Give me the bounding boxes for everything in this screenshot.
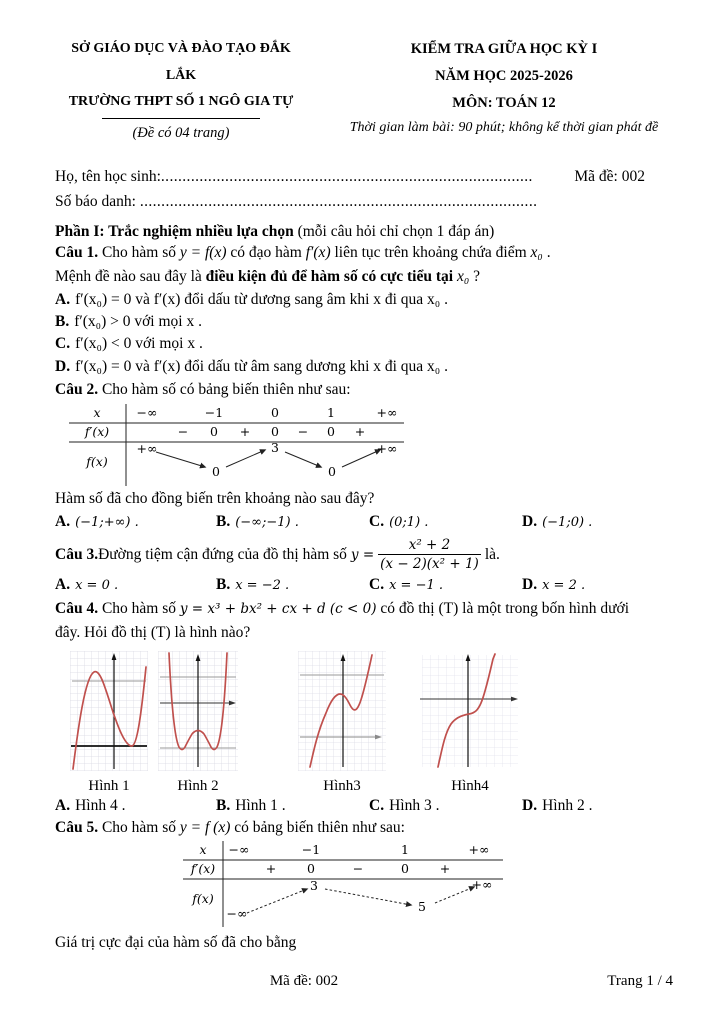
- figure-hinh-3-graph: [298, 651, 386, 771]
- option-key: C.: [369, 576, 385, 594]
- question-4-text: [55, 599, 673, 620]
- q3-option-a: [55, 576, 216, 594]
- q2-text: Cho hàm số có bảng biến thiên như sau:: [98, 380, 351, 398]
- question-4-label: Câu 4.: [55, 600, 99, 618]
- q1-option-d: [55, 357, 673, 378]
- fraction-numerator: x² + 2: [378, 537, 481, 555]
- page-count-note: (Đề có 04 trang): [132, 124, 230, 141]
- q3-formula-lead: y =: [350, 546, 375, 563]
- q1-option-c: [55, 334, 673, 355]
- f-value: 3: [310, 878, 318, 894]
- q5-variation-table: [183, 841, 503, 927]
- q1-math: x₀: [453, 267, 470, 285]
- q4-option-b: [216, 797, 369, 815]
- part1-subtitle: (mỗi câu hỏi chỉ chọn 1 đáp án): [293, 222, 495, 240]
- question-1-label: Câu 1.: [55, 244, 99, 262]
- question-3-label: Câu 3.: [55, 545, 99, 563]
- x-value: 0: [271, 404, 279, 420]
- student-id-dotted-line: .............................................................................................: [139, 192, 538, 210]
- q5-math: y = f (x): [179, 818, 231, 836]
- question-4-text2: đây. Hỏi đồ thị (T) là hình nào?: [55, 623, 251, 641]
- q1-bold-condition: điều kiện đủ để hàm số có cực tiểu tại: [205, 267, 454, 285]
- fraction-denominator: (x − 2)(x² + 1): [380, 556, 479, 573]
- figure-hinh-3: [298, 651, 386, 795]
- sign: 0: [327, 423, 335, 439]
- option-text: f′(x₀) = 0 và f′(x) đổi dấu từ âm sang dương khi x đi qua x₀ .: [75, 357, 448, 375]
- option-key: B.: [216, 797, 231, 815]
- q4-option-c: [369, 797, 522, 815]
- sign: −: [177, 423, 189, 439]
- option-key: D.: [55, 357, 71, 375]
- sign: +: [354, 423, 366, 439]
- f-value: +∞: [376, 440, 398, 456]
- sign: 0: [307, 861, 315, 877]
- figure-hinh-4: [414, 651, 526, 795]
- option-value: Hình 2 .: [542, 797, 593, 815]
- footer-exam-code: Mã đề: 002: [269, 973, 339, 989]
- q3-text: là.: [484, 545, 500, 563]
- q1-text: ?: [469, 267, 480, 285]
- x-value: −1: [301, 842, 321, 858]
- student-name-label: Họ, tên học sinh:: [55, 167, 161, 185]
- q1-math: x₀: [530, 244, 543, 262]
- x-value: 1: [327, 404, 335, 420]
- exam-code: Mã đề: 002: [574, 167, 645, 185]
- part1-heading: [55, 223, 673, 241]
- sign: +: [265, 861, 277, 877]
- figure-hinh-2-graph: [158, 651, 238, 771]
- option-value: x = −1 .: [389, 578, 443, 594]
- q3-fraction: [378, 537, 481, 572]
- figure-hinh-1: [70, 651, 148, 795]
- header-right-block: [335, 36, 673, 142]
- question-2-label: Câu 2.: [55, 380, 99, 398]
- option-value: x = −2 .: [235, 578, 290, 594]
- q4-figures: [70, 651, 673, 795]
- q2-option-a: [55, 513, 216, 531]
- option-key: B.: [216, 576, 231, 594]
- option-value: (−∞;−1) .: [235, 515, 299, 531]
- x-value: −∞: [228, 842, 250, 858]
- q3-option-c: [369, 576, 522, 594]
- subject: MÔN: TOÁN 12: [452, 94, 556, 111]
- option-value: (−1;0) .: [542, 515, 593, 531]
- q4-option-a: [55, 797, 216, 815]
- figure-hinh-2: [158, 651, 238, 795]
- part1-title: Phần I: Trắc nghiệm nhiều lựa chọn: [55, 222, 294, 240]
- q4-options: [55, 797, 673, 815]
- f-value: +∞: [471, 877, 493, 893]
- document-header: [55, 36, 673, 142]
- f-value: −∞: [226, 906, 248, 922]
- option-value: x = 2 .: [542, 578, 586, 594]
- x-value: 1: [401, 842, 409, 858]
- q1-text: có đạo hàm: [226, 244, 306, 262]
- footer-page-number: Trang 1 / 4: [607, 973, 673, 989]
- question-3-text: [55, 537, 673, 572]
- option-value: x = 0 .: [75, 578, 119, 594]
- row-label-fprime: f′(x): [190, 861, 216, 877]
- duration-note: Thời gian làm bài: 90 phút; không kể thời gian phát đề: [349, 120, 659, 136]
- f-value: 5: [418, 899, 426, 915]
- question-2-text: [55, 380, 673, 401]
- q4-text: Cho hàm số: [98, 600, 180, 618]
- q1-math: f′(x): [305, 244, 331, 262]
- x-value: −1: [204, 404, 224, 420]
- row-label-f: f(x): [86, 453, 108, 469]
- row-label-x: x: [199, 842, 207, 858]
- q4-text: có đồ thị (T) là một trong bốn hình dưới: [376, 600, 629, 618]
- figure-label: Hình 2: [177, 778, 219, 795]
- f-value: +∞: [136, 440, 158, 456]
- figure-label: Hình4: [451, 778, 489, 795]
- student-id-label: Số báo danh:: [55, 192, 140, 210]
- sign: −: [297, 423, 309, 439]
- q2-option-c: [369, 513, 522, 531]
- q3-option-b: [216, 576, 369, 594]
- sign: +: [439, 861, 451, 877]
- figure-label: Hình3: [323, 778, 361, 795]
- option-value: (0;1) .: [389, 515, 429, 531]
- option-key: B.: [216, 513, 231, 531]
- option-key: D.: [522, 513, 538, 531]
- department-name: SỞ GIÁO DỤC VÀ ĐÀO TẠO ĐẮK LẮK: [71, 41, 291, 83]
- q1-text: Mệnh đề nào sau đây là: [55, 267, 206, 285]
- q2-variation-table: [69, 404, 404, 486]
- option-key: C.: [369, 797, 385, 815]
- option-text: f′(x₀) = 0 và f′(x) đổi dấu từ dương sang âm khi x đi qua x₀ .: [75, 290, 448, 308]
- option-value: Hình 4 .: [75, 797, 126, 815]
- question-5-text: [55, 818, 673, 839]
- q1-text: liên tục trên khoảng chứa điểm: [330, 244, 531, 262]
- q1-math: y = f(x): [179, 244, 227, 262]
- school-year: NĂM HỌC 2025-2026: [435, 67, 573, 84]
- question-2-prompt: Hàm số đã cho đồng biến trên khoảng nào sau đây?: [55, 489, 375, 507]
- header-left-block: [55, 36, 307, 142]
- x-value: −∞: [136, 404, 158, 420]
- q2-options: [55, 513, 673, 531]
- row-label-x: x: [93, 404, 101, 420]
- sign: 0: [210, 423, 218, 439]
- option-value: Hình 1 .: [235, 797, 286, 815]
- q2-table-lines: [69, 404, 404, 486]
- student-id-line: [55, 193, 673, 211]
- option-key: C.: [369, 513, 385, 531]
- x-value: +∞: [376, 404, 398, 420]
- option-text: f′(x₀) < 0 với mọi x .: [75, 335, 203, 353]
- option-key: D.: [522, 797, 538, 815]
- question-5-label: Câu 5.: [55, 818, 99, 836]
- student-name-line: [55, 168, 673, 186]
- option-value: Hình 3 .: [389, 797, 440, 815]
- header-rule: [102, 118, 260, 119]
- q4-option-d: [522, 797, 673, 815]
- q2-option-b: [216, 513, 369, 531]
- page-footer: [55, 973, 673, 990]
- school-name: TRƯỜNG THPT SỐ 1 NGÔ GIA TỰ: [68, 94, 294, 110]
- row-label-f: f(x): [192, 891, 214, 907]
- f-value: 0: [328, 463, 336, 479]
- sign: 0: [401, 861, 409, 877]
- sign: 0: [271, 423, 279, 439]
- x-value: +∞: [468, 842, 490, 858]
- f-value: 3: [271, 439, 279, 455]
- option-value: (−1;+∞) .: [75, 515, 139, 531]
- q1-text: .: [542, 244, 551, 262]
- option-text: f′(x₀) > 0 với mọi x .: [74, 313, 202, 331]
- q3-text: Đường tiệm cận đứng của đồ thị hàm số: [98, 545, 347, 563]
- figure-hinh-4-graph: [414, 651, 526, 771]
- sign: −: [352, 861, 364, 877]
- figure-label: Hình 1: [88, 778, 130, 795]
- row-label-fprime: f′(x): [84, 423, 110, 439]
- student-name-dotted-line: .......................................................................................: [160, 167, 533, 185]
- q5-text: có bảng biến thiên như sau:: [230, 818, 405, 836]
- q4-math: y = x³ + bx² + cx + d (c < 0): [179, 601, 377, 618]
- option-key: C.: [55, 335, 71, 353]
- question-1-text2: [55, 267, 673, 288]
- question-1-text: [55, 243, 673, 264]
- figure-hinh-1-graph: [70, 651, 148, 771]
- q1-text: Cho hàm số: [98, 244, 180, 262]
- q2-option-d: [522, 513, 673, 531]
- exam-title: KIỂM TRA GIỮA HỌC KỲ I: [410, 41, 598, 57]
- option-key: A.: [55, 290, 71, 308]
- option-key: A.: [55, 513, 71, 531]
- option-key: B.: [55, 313, 70, 331]
- option-key: D.: [522, 576, 538, 594]
- f-value: 0: [212, 463, 220, 479]
- q1-option-b: [55, 312, 673, 333]
- q1-option-a: [55, 290, 673, 311]
- question-5-prompt: Giá trị cực đại của hàm số đã cho bằng: [55, 934, 297, 952]
- q3-options: [55, 576, 673, 594]
- option-key: A.: [55, 576, 71, 594]
- q3-option-d: [522, 576, 673, 594]
- sign: +: [239, 423, 251, 439]
- option-key: A.: [55, 797, 71, 815]
- q5-text: Cho hàm số: [98, 818, 180, 836]
